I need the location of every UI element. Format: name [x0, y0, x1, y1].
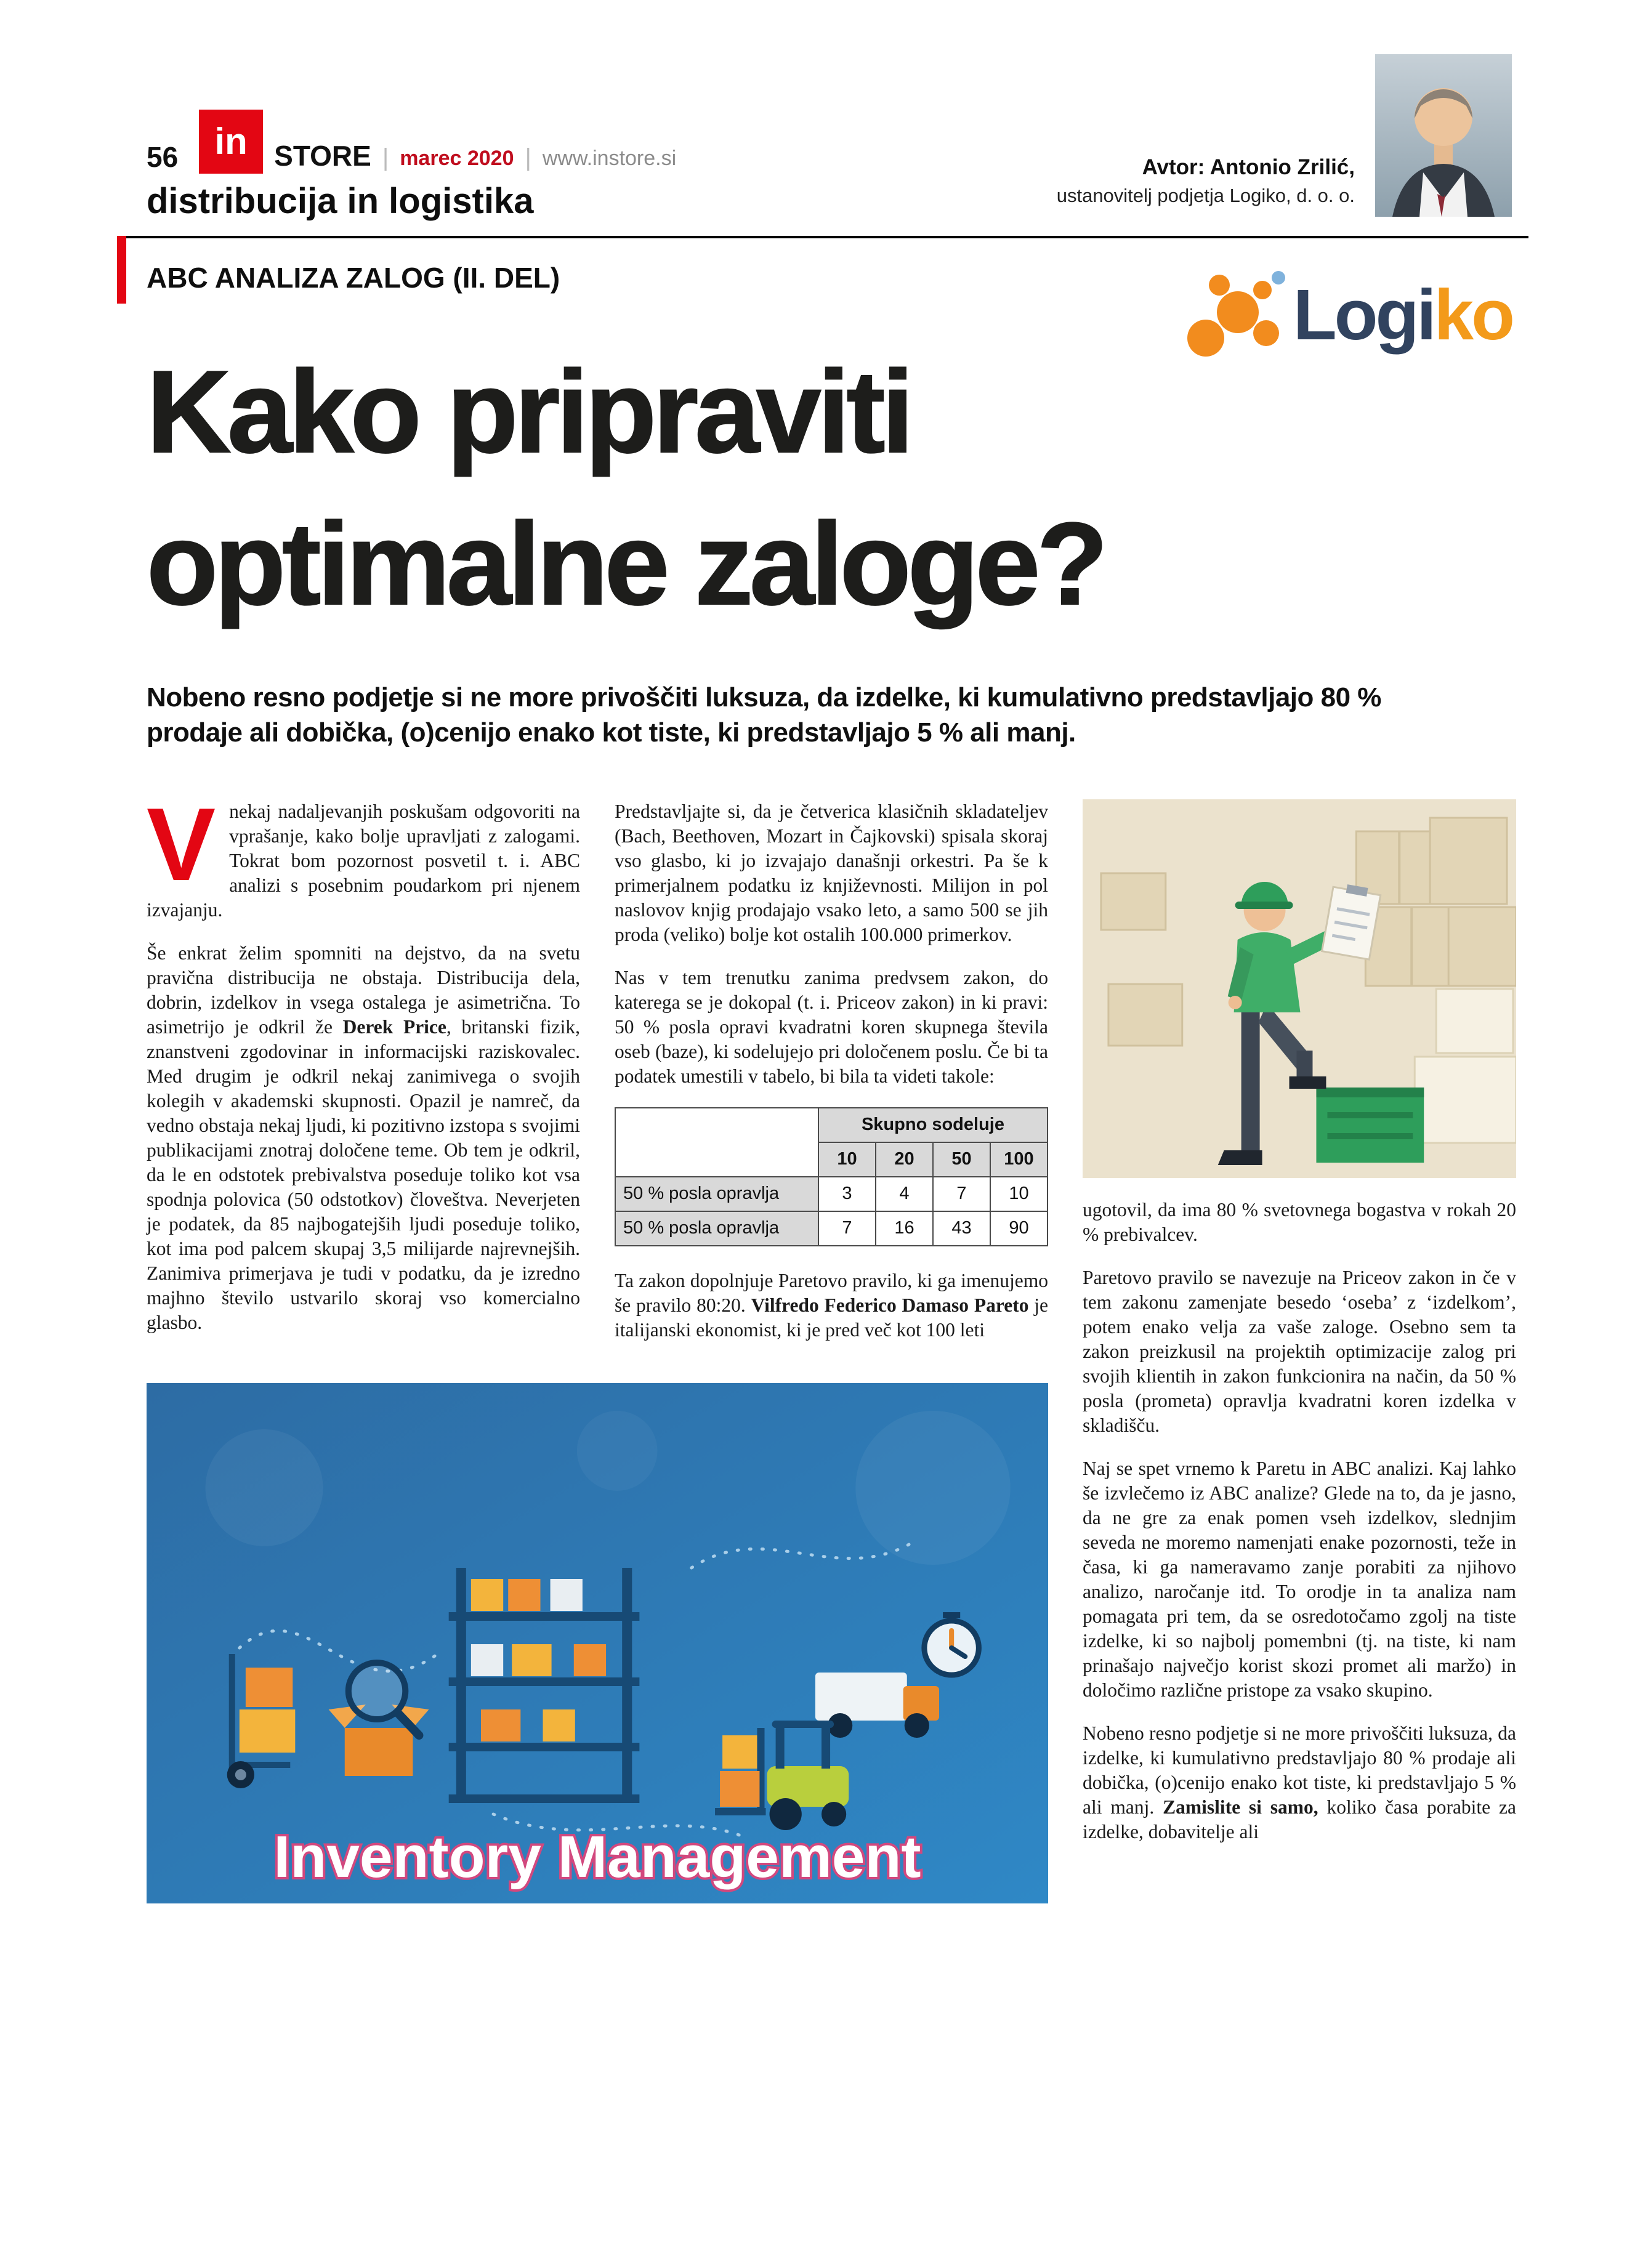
paragraph-text: koliko časa porabite za izdelke, dobavitelje ali	[1083, 1796, 1516, 1842]
worker-illustration	[1083, 799, 1516, 1178]
section-title: distribucija in logistika	[147, 181, 534, 221]
website-url: www.instore.si	[542, 147, 677, 170]
inventory-illustration-graphic	[147, 1383, 1048, 1903]
instore-logo	[199, 110, 676, 174]
author-name: Avtor: Antonio Zrilić,	[1142, 155, 1355, 179]
instore-logo-mark	[199, 110, 263, 174]
table-row-label: 50 % posla opravlja	[615, 1177, 818, 1211]
table-row	[615, 1177, 1048, 1211]
table-col-header: 100	[990, 1142, 1048, 1177]
paragraph	[1083, 1721, 1516, 1844]
divider-rule	[117, 236, 1528, 238]
logiko-text-orange: ko	[1434, 274, 1512, 355]
table-cell: 10	[990, 1177, 1048, 1211]
column-2	[615, 799, 1048, 1361]
table-cell: 90	[990, 1211, 1048, 1246]
author-photo	[1375, 54, 1512, 217]
paragraph: Naj se spet vrnemo k Paretu in ABC analizi. Kaj lahko še izvlečemo iz ABC analize? Glede na to, da je jasno, da ne gre za enak pomen vseh izdelkov, slednjim seveda ne moremo namenjati enake pozornosti, teže in časa, ki ga nameravamo zanje porabiti za njihovo analizo, naročanje itd. To orodje in ta analiza nam pomagata pri tem, da se osredotočamo zgolj na tiste izdelke, ki so najbolj pomembni (tj. na tiste, ki nam prinašajo največjo korist skozi promet ali maržo) in določimo različne pristope za vsako skupino.	[1083, 1457, 1516, 1701]
table-corner-cell	[615, 1108, 818, 1177]
price-law-table	[615, 1107, 1048, 1246]
paragraph	[147, 786, 580, 922]
article-title	[147, 336, 1516, 640]
title-line-1: Kako pripraviti	[147, 346, 911, 477]
separator: |	[382, 144, 389, 171]
article-lede: Nobeno resno podjetje si ne more privoščiti luksuza, da izdelke, ki kumulativno predstavljajo 80 % prodaje ali dobička, (o)cenijo enako kot tiste, ki predstavljajo 5 % ali manj.	[147, 682, 1381, 748]
bold-emphasis: Zamislite si samo,	[1154, 1796, 1318, 1818]
forklift-icon	[715, 1721, 849, 1830]
article-kicker: ABC ANALIZA ZALOG (II. DEL)	[147, 261, 560, 294]
table-col-header: 10	[818, 1142, 876, 1177]
author-block	[1057, 155, 1355, 207]
drop-cap: V	[147, 786, 216, 902]
page-number: 56	[147, 141, 179, 173]
logiko-logo-text	[1293, 274, 1512, 355]
table-cell: 7	[933, 1177, 990, 1211]
paragraph: ugotovil, da ima 80 % svetovnega bogastva v rokah 20 % prebivalcev.	[1083, 1198, 1516, 1245]
table-cell: 43	[933, 1211, 990, 1246]
table-cell: 3	[818, 1177, 876, 1211]
paragraph: Paretovo pravilo se navezuje na Priceov zakon in če v tem zakonu zamenjate besedo ‘oseba’ z ‘izdelkom’, potem enako velja za vaše zaloge. Osebno sem ta zakon preizkusil na projektih optimizacije zalog pri svojih klientih in zakon funkcionira na način, da 50 % posla (prometa) opravlja kvadratni koren izdelka v skladišču.	[1083, 1266, 1516, 1436]
paragraph-text: nekaj nadaljevanjih poskušam odgovoriti na vprašanje, kako bolje upravljati z zalogami. Tokrat bom pozornost posvetil t. i. ABC analizi s posebnim poudarkom pri njenem izvajanju.	[147, 800, 580, 921]
worker-illustration-graphic	[1083, 799, 1516, 1178]
inventory-illustration	[147, 1383, 1048, 1903]
separator: |	[525, 144, 531, 171]
instore-logo-mark-text: in	[214, 121, 248, 162]
logiko-logo	[1184, 265, 1512, 364]
table-row	[615, 1211, 1048, 1246]
column-3	[1083, 799, 1516, 1863]
article-body	[147, 786, 1516, 1903]
author-photo-graphic	[1375, 54, 1512, 217]
table-cell: 7	[818, 1211, 876, 1246]
article-head	[147, 262, 1516, 750]
issue-date: marec 2020	[400, 147, 514, 170]
logiko-logo-icon	[1184, 265, 1287, 364]
table-col-header: 50	[933, 1142, 990, 1177]
paragraph-text: je italijanski ekonomist, ki je pred več kot 100 leti	[615, 1294, 1049, 1341]
paragraph: Predstavljajte si, da je četverica klasičnih skladateljev (Bach, Beethoven, Mozart in Čajkovski) spisala skoraj vso glasbo, ki jo izvajajo današnji orkestri. Pa še k primerjalnem podatku iz književnosti. Milijon in pol naslovov knjig prodajajo vsako leto, a samo 500 se jih proda (veliko) bolje kot ostalih 100.000 primerkov.	[615, 800, 1048, 945]
bold-pareto-name: Vilfredo Federico Damaso Pareto	[751, 1294, 1029, 1316]
paragraph-text: Ta zakon dopolnjuje Paretovo pravilo, ki ga imenujemo še pravilo 80:20.	[615, 1269, 1048, 1316]
red-tick	[117, 236, 126, 304]
table-row-label: 50 % posla opravlja	[615, 1211, 818, 1246]
table-header-cell: Skupno sodeluje	[818, 1108, 1048, 1142]
table-cell: 16	[876, 1211, 933, 1246]
paragraph-text: , britanski fizik, znanstveni zgodovinar in informacijski raziskovalec. Med drugim je odkril nekaj zanimivega o svojih kolegih v akademski skupnosti. Opazil je namreč, da vedno obstaja nekaj ljudi, ki pozitivno izstopa s svojimi publikacijami znotraj določene teme. Ob tem je odkril, da le en odstotek prebivalstva poseduje toliko kot vsa spodnja polovica (50 odstotkov) človeštva. Neverjeten je podatek, da 85 najbogatejših ljudi poseduje toliko, kot ima pod palcem skupaj 3,5 milijarde najrevnejših. Zanimiva primerjava je tudi v podatku, da je izredno majhno število ustvarilo skoraj vso komercialno glasbo.	[147, 1015, 580, 1333]
instore-logo-text: STORE	[274, 140, 371, 172]
column-1	[147, 786, 580, 1354]
paragraph: Nas v tem trenutku zanima predvsem zakon, do katerega se je dokopal (t. i. Priceov zakon) in ki pravi: 50 % posla opravi kvadratni koren skupnega števila oseb (baze), ki sodelujejo pri določenem poslu. Če bi ta podatek umestili v tabelo, bi bila ta videti takole:	[615, 966, 1048, 1087]
title-line-2: optimalne zaloge?	[147, 498, 1105, 629]
author-role: ustanovitelj podjetja Logiko, d. o. o.	[1056, 185, 1355, 206]
paragraph-text: Nobeno resno podjetje si ne more privoščiti luksuza, da izdelke, ki kumulativno predstavljajo 80 % prodaje ali dobička, (o)cenijo enako kot tiste, ki predstavljajo 5 % ali manj.	[1083, 1722, 1516, 1818]
table-cell: 4	[876, 1177, 933, 1211]
bold-derek-price: Derek Price	[342, 1015, 446, 1038]
inventory-caption: Inventory Management	[273, 1824, 921, 1890]
table-col-header: 20	[876, 1142, 933, 1177]
paragraph-text: Še enkrat želim spomniti na dejstvo, da na svetu pravična distribucija ne obstaja. Distribucija dela, dobrin, izdelkov in vsega ostalega je asimetrična. To asimetrijo je odkril že	[147, 942, 580, 1038]
logiko-text-navy: Logi	[1293, 274, 1434, 355]
paragraph	[615, 1269, 1048, 1342]
paragraph	[147, 941, 580, 1335]
table-row	[615, 1108, 1048, 1142]
